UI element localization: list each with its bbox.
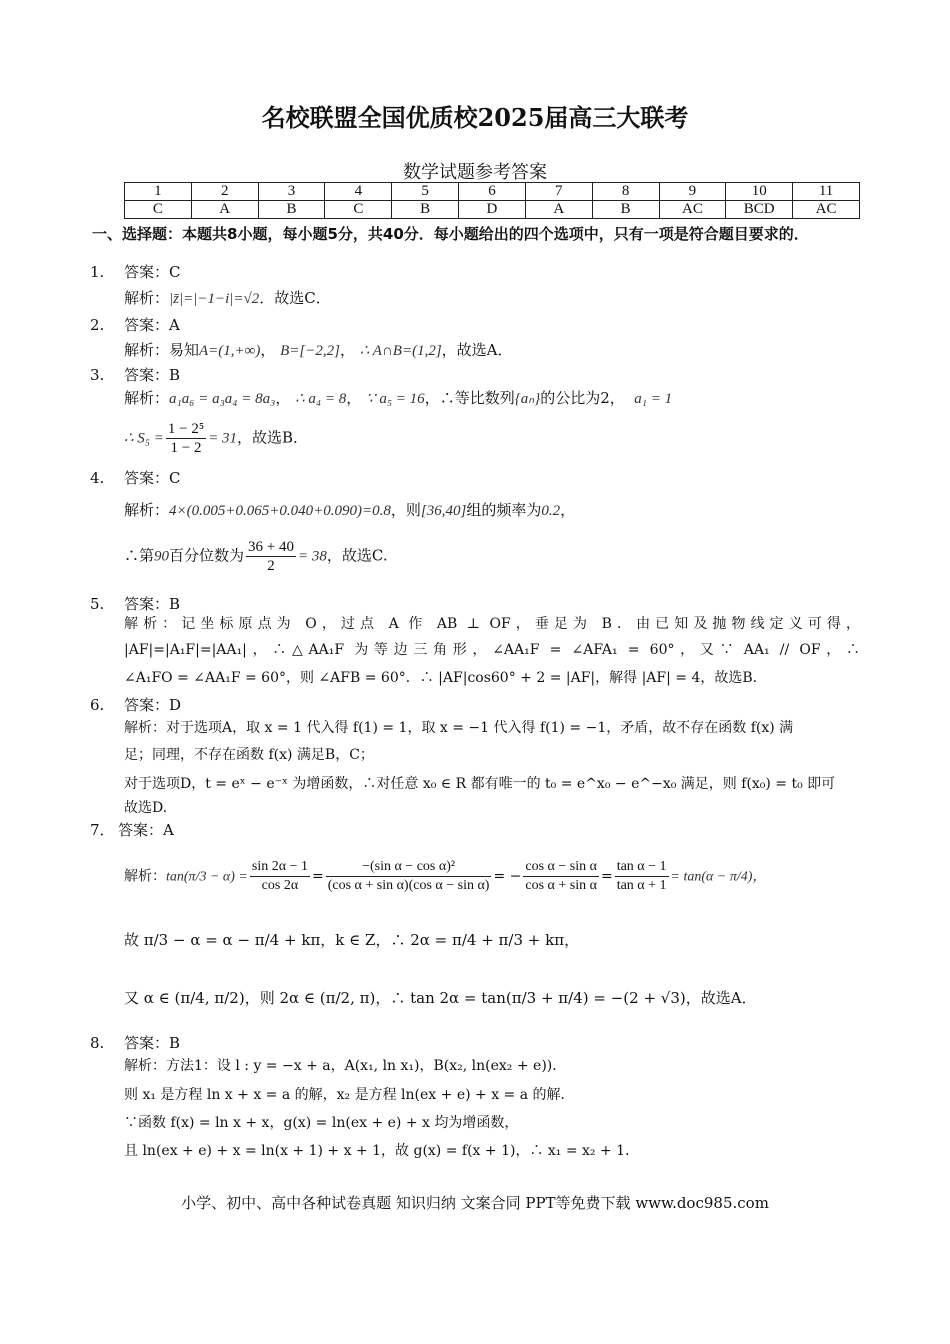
math-expression: ∴ A∩B=(1,2] — [359, 343, 442, 359]
solution-text: 百分位数为 — [169, 546, 245, 565]
fraction-denominator: tan α + 1 — [616, 878, 667, 893]
table-cell: 8 — [592, 183, 659, 201]
answer-line: 答案：A — [124, 316, 180, 334]
fraction-denominator: 1 − 2 — [170, 440, 202, 456]
solution-line: 解析：a₁a₆ = a₃a₄ = 8a₃， ∴ a₄ = 8， ∵ a₅ = 16，∴等比数列{aₙ}的公比为2， a₁ = 1 — [124, 389, 673, 407]
solution-line: 解析：易知A=(1,+∞)， B=[−2,2]， ∴ A∩B=(1,2]，故选A． — [124, 341, 513, 359]
math-expression: |z̄|=|−1−i|=√2 — [169, 291, 260, 307]
table-cell: B — [592, 201, 659, 219]
table-cell: 2 — [191, 183, 258, 201]
fraction-numerator: cos α − sin α — [523, 858, 599, 877]
answer-table-number-row — [125, 183, 860, 201]
solution-line — [124, 420, 308, 457]
math-expression: {aₙ} — [514, 391, 541, 407]
solution-line: 解析：方法1：设 l : y = −x + a，A(x₁, ln x₁)，B(x₂, ln(ex₂ + e))． — [124, 1058, 567, 1074]
solution-tail: ，故选A． — [441, 341, 513, 359]
solution-line — [124, 500, 575, 521]
solution-line: 解析：对于选项A，取 x = 1 代入得 f(1) = 1，取 x = −1 代入得 f(1) = −1，矛盾，故不存在函数 f(x) 满 — [124, 720, 794, 736]
solution-text: ， — [560, 501, 576, 519]
math-expression: ∵ a₅ = 16 — [366, 391, 425, 407]
solution-line: 解析：记坐标原点为 O，过点 A 作 AB ⊥ OF，垂足为 B．由已知及抛物线定义可得， — [124, 616, 860, 632]
solution-label: 解析： — [124, 389, 170, 407]
solution-line — [124, 288, 331, 309]
answer-line: 答案：B — [124, 595, 181, 613]
solution-line: |AF|=|A₁F|=|AA₁|，∴△AA₁F 为等边三角形，∠AA₁F = ∠AFA₁ = 60°，又∵ AA₁ // OF，∴ — [124, 642, 860, 658]
table-cell: B — [258, 201, 325, 219]
question-number: 2. — [90, 316, 105, 334]
solution-line: 解析：tan(π/3 − α) = $\frac{\sin 2\alpha - 1}{\cos 2\alpha}$ = $\frac{\text{−(sin α − cos α)²}}{\text{(cos α + sin α)(cos α − sin α)}}$ = − $\frac{\text{cos α − sin α}}{\text{cos α + sin α}}$ = $\frac{\text{tan α − 1}}{\text{tan α + 1}}$ = tan(α − π/4)， — [124, 859, 767, 893]
page-subtitle: 数学试题参考答案 — [403, 162, 547, 183]
fraction-numerator: 1 − 2⁵ — [167, 421, 205, 437]
fraction-numerator: −(sin α − cos α)² — [326, 858, 492, 877]
math-expression: ∴ a₄ = 8 — [295, 391, 347, 407]
table-cell: 10 — [726, 183, 793, 201]
answer-line: 答案：A — [118, 821, 174, 839]
table-cell: 3 — [258, 183, 325, 201]
table-cell: A — [525, 201, 592, 219]
math-expression: A=(1,+∞) — [199, 343, 261, 359]
math-expression: [36,40] — [420, 503, 467, 519]
math-expression: a₁ = 1 — [634, 391, 673, 407]
answer-line: 答案：C — [124, 263, 181, 281]
math-expression: 4×(0.005+0.065+0.040+0.090)=0.8 — [169, 503, 391, 519]
math-expression: ∴ S₅ = — [124, 430, 164, 447]
solution-text: 组的频率为 — [466, 501, 542, 519]
page-title: 名校联盟全国优质校2025届高三大联考 — [261, 103, 689, 132]
answer-line: 答案：B — [124, 366, 181, 384]
table-cell: 9 — [659, 183, 726, 201]
answer-table — [124, 182, 860, 219]
table-cell: B — [392, 201, 459, 219]
fraction-denominator: cos 2α — [261, 878, 299, 893]
question-number: 6. — [90, 696, 105, 714]
solution-tail: ，故选C. — [326, 546, 388, 565]
solution-text: 的公比为2， — [540, 389, 625, 407]
math-expression: tan(π/3 − α) = — [166, 869, 248, 885]
solution-line — [124, 538, 388, 575]
answer-line: 答案：D — [124, 696, 182, 714]
math-expression: = tan(α − π/4)， — [670, 869, 767, 885]
fraction — [523, 858, 599, 895]
question-number: 8. — [90, 1034, 105, 1052]
section-heading: 一、选择题：本题共8小题，每小题5分，共40分．每小题给出的四个选项中，只有一项是符合题目要求的． — [92, 225, 809, 243]
table-cell: BCD — [726, 201, 793, 219]
math-expression: 90 — [154, 548, 170, 565]
table-cell: 6 — [459, 183, 526, 201]
table-cell: AC — [659, 201, 726, 219]
fraction — [246, 538, 296, 575]
fraction-numerator: 36 + 40 — [248, 539, 294, 555]
solution-tail: ．故选C． — [259, 289, 331, 307]
solution-line: 对于选项D，t = eˣ − e⁻ˣ 为增函数，∴对任意 x₀ ∈ R 都有唯一的 t₀ = e^x₀ − e^−x₀ 满足，则 f(x₀) = t₀ 即可 — [124, 776, 836, 792]
fraction-denominator: 2 — [267, 558, 275, 574]
table-cell: AC — [793, 201, 860, 219]
solution-text: ，则 — [390, 501, 421, 519]
fraction — [166, 420, 206, 457]
table-cell: 5 — [392, 183, 459, 201]
question-number: 7． — [90, 821, 115, 839]
table-cell: A — [191, 201, 258, 219]
solution-line: 故 π/3 − α = α − π/4 + kπ，k ∈ Z，∴ 2α = π/4 + π/3 + kπ， — [124, 931, 580, 949]
question-number: 4. — [90, 469, 105, 487]
solution-text: ∴等比数列 — [439, 389, 515, 407]
table-cell: D — [459, 201, 526, 219]
solution-line: ∵函数 f(x) = ln x + x，g(x) = ln(ex + e) + x 均为增函数， — [124, 1115, 519, 1131]
solution-text: ∴第 — [124, 546, 155, 565]
solution-label: 解析： — [124, 289, 170, 307]
solution-line: ∠A₁FO = ∠AA₁F = 60°，则 ∠AFB = 60°．∴ |AF|cos60° + 2 = |AF|，解得 |AF| = 4，故选B． — [124, 670, 767, 686]
fraction — [250, 858, 310, 895]
math-expression: a₁a₆ = a₃a₄ = 8a₃ — [169, 391, 276, 407]
math-expression: = 31 — [208, 430, 237, 447]
table-cell: C — [125, 201, 192, 219]
solution-text: 解析：易知 — [124, 341, 200, 359]
math-expression: B=[−2,2] — [280, 343, 340, 359]
table-cell: 1 — [125, 183, 192, 201]
solution-line: 则 x₁ 是方程 ln x + x = a 的解，x₂ 是方程 ln(ex + e) + x = a 的解． — [124, 1087, 575, 1103]
fraction-numerator: sin 2α − 1 — [250, 858, 310, 877]
question-number: 1. — [90, 263, 105, 281]
solution-line: 又 α ∈ (π/4, π/2)，则 2α ∈ (π/2, π)，∴ tan 2α = tan(π/3 + π/4) = −(2 + √3)，故选A． — [124, 989, 757, 1007]
solution-tail: ，故选B． — [236, 428, 308, 447]
answer-line: 答案：C — [124, 469, 181, 487]
math-expression: = 38 — [298, 548, 327, 565]
solution-label: 解析： — [124, 868, 166, 885]
fraction — [615, 858, 669, 895]
fraction-denominator: (cos α + sin α)(cos α − sin α) — [327, 878, 490, 893]
table-cell: 4 — [325, 183, 392, 201]
page-footer: 小学、初中、高中各种试卷真题 知识归纳 文案合同 PPT等免费下载 www.doc985.com — [181, 1194, 769, 1212]
question-number: 3. — [90, 366, 105, 384]
fraction-numerator: tan α − 1 — [615, 858, 669, 877]
fraction-denominator: cos α + sin α — [525, 878, 597, 893]
solution-line: 且 ln(ex + e) + x = ln(x + 1) + x + 1，故 g(x) = f(x + 1)，∴ x₁ = x₂ + 1． — [124, 1143, 640, 1159]
fraction — [326, 858, 492, 895]
table-cell: 11 — [793, 183, 860, 201]
question-number: 5. — [90, 595, 105, 613]
solution-label: 解析： — [124, 501, 170, 519]
answer-table-answer-row — [125, 201, 860, 219]
table-cell: C — [325, 201, 392, 219]
solution-line: 足；同理，不存在函数 f(x) 满足B，C； — [124, 747, 374, 763]
math-expression: 0.2 — [541, 503, 561, 519]
table-cell: 7 — [525, 183, 592, 201]
answer-line: 答案：B — [124, 1034, 181, 1052]
solution-line: 故选D. — [124, 800, 168, 816]
